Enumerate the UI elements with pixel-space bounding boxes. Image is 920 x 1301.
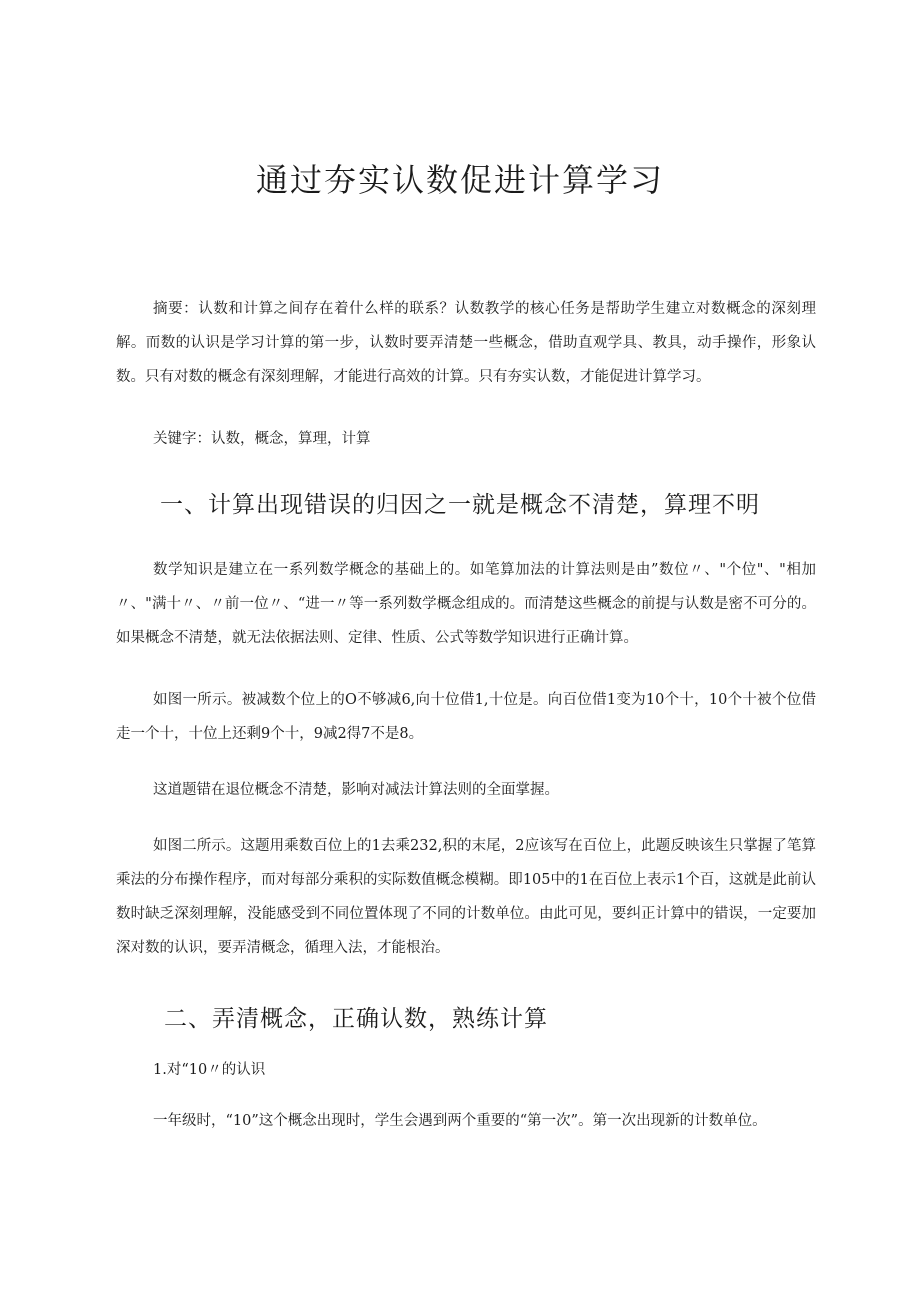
section1-paragraph-1: 数学知识是建立在一系列数学概念的基础上的。如笔算加法的计算法则是由”数位〃、"个位"、"相加〃、"满十〃、〃前一位〃、“进一〃等一系列数学概念组成的。而清楚这些概念的前提与认数是密不可分的。如果概念不清楚，就无法依据法则、定律、性质、公式等数学知识进行正确计算。: [116, 562, 816, 646]
abstract-paragraph: 摘要：认数和计算之间存在着什么样的联系？认数教学的核心任务是帮助学生建立对数概念的深刻理解。而数的认识是学习计算的第一步，认数时要弄清楚一些概念，借助直观学具、教具，动手操作，形象认数。只有对数的概念有深刻理解，才能进行高效的计算。只有夯实认数，才能促进计算学习。: [116, 301, 816, 385]
section-heading-2: 二、弄清概念，正确认数，熟练计算: [164, 1006, 548, 1032]
section1-paragraph-4: 如图二所示。这题用乘数百位上的1去乘232,积的末尾，2应该写在百位上，此题反映该生只掌握了笔算乘法的分布操作程序，而对每部分乘积的实际数值概念模糊。即105中的1在百位上表示1个百，这就是此前认数时缺乏深刻理解，没能感受到不同位置体现了不同的计数单位。由此可见，要纠正计算中的错误，一定要加深对数的认识，要弄清概念，循理入法，才能根治。: [116, 838, 816, 956]
keywords-line: 关键字：认数，概念，算理，计算: [153, 431, 371, 447]
section2-paragraph-1: 一年级时，“10”这个概念出现时，学生会遇到两个重要的“第一次”。第一次出现新的计数单位。: [153, 1113, 767, 1129]
section-heading-1: 一、计算出现错误的归因之一就是概念不清楚，算理不明: [160, 492, 760, 518]
section1-paragraph-3: 这道题错在退位概念不清楚，影响对减法计算法则的全面掌握。: [153, 782, 559, 798]
subsection-heading-1: 1.对“10〃的认识: [153, 1062, 266, 1078]
section1-paragraph-2: 如图一所示。被减数个位上的O不够减6,向十位借1,十位是。向百位借1变为10个十，10个十被个位借走一个十，十位上还剩9个十，9减2得7不是8。: [116, 692, 816, 742]
document-title: 通过夯实认数促进计算学习: [255, 161, 664, 199]
